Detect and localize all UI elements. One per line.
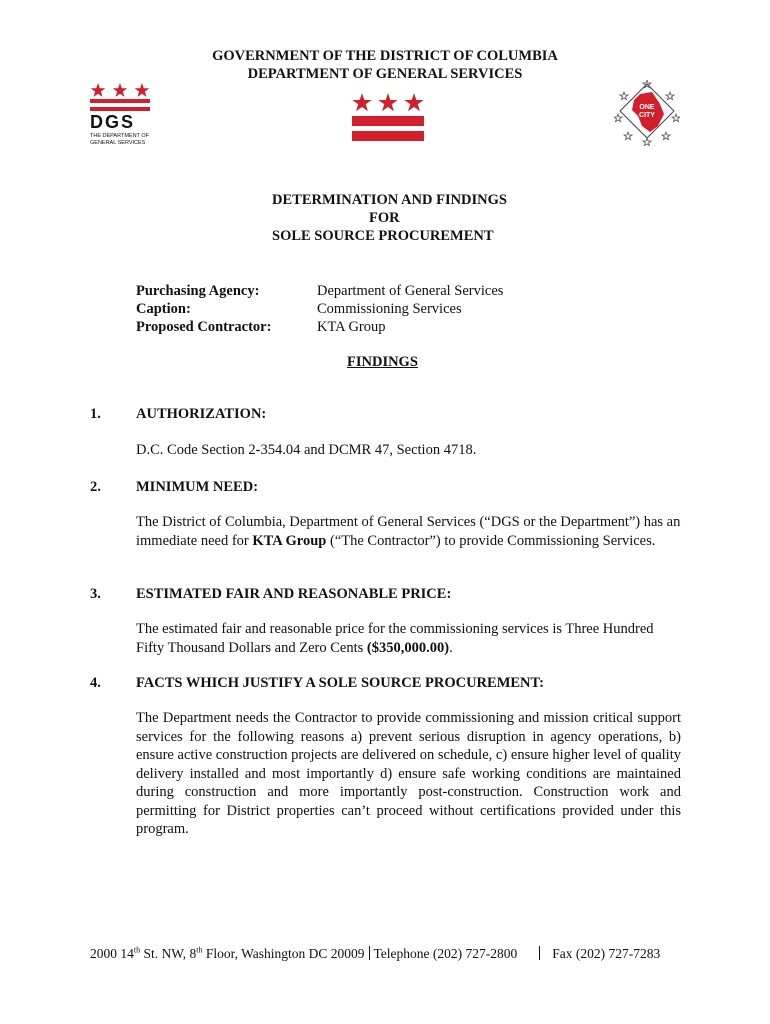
dgs-logo-text: DGS (90, 112, 136, 132)
section-3-text-a: The estimated fair and reasonable price for the commissioning services is Three Hundred Fifty Thousand Dollars and Zero Cents (136, 621, 654, 656)
footer-address-a: 2000 14 (90, 946, 134, 961)
footer-address-c: Floor, Washington DC 20009 (202, 946, 365, 961)
footer-fax: Fax (202) 727-7283 (552, 946, 661, 961)
title-line-2: FOR (369, 210, 400, 226)
findings-heading: FINDINGS (347, 354, 418, 370)
department-heading: DEPARTMENT OF GENERAL SERVICES (247, 66, 523, 82)
one-city-text-2: CITY (639, 112, 655, 119)
title-line-3: SOLE SOURCE PROCUREMENT (272, 228, 494, 244)
section-2-text (136, 513, 681, 550)
title-line-1: DETERMINATION AND FINDINGS (272, 192, 507, 208)
dgs-logo-graphic (90, 82, 152, 146)
section-3-number: 3. (90, 586, 101, 602)
agency-label: Purchasing Agency: (136, 283, 260, 299)
contractor-value: KTA Group (317, 319, 386, 335)
section-4-text: The Department needs the Contractor to provide commissioning and mission critical support services for the following reasons a) prevent serious disruption in agency operations, b) ensure active construction projects are delivered on schedule, c) ensure higher level of quality delivery installed and most importantly d) ensure safe working conditions are maintained during construction and more importantly post-construction. Construction work and permitting for District properties can’t proceed without certifications provided under this program. (136, 710, 681, 837)
one-city-graphic (614, 80, 680, 146)
one-city-text-1: ONE (639, 104, 655, 111)
dgs-logo-subtext-1: THE DEPARTMENT OF (90, 133, 149, 139)
footer-address-b: St. NW, 8 (140, 946, 197, 961)
section-1-number: 1. (90, 406, 101, 422)
section-4-heading: FACTS WHICH JUSTIFY A SOLE SOURCE PROCUREMENT: (136, 675, 544, 691)
dc-flag-graphic (352, 93, 424, 143)
footer-divider-2 (539, 946, 540, 960)
contractor-label: Proposed Contractor: (136, 319, 272, 335)
dgs-logo (90, 82, 152, 146)
section-1-text: D.C. Code Section 2-354.04 and DCMR 47, Section 4718. (136, 442, 477, 458)
section-4-number: 4. (90, 675, 101, 691)
footer-divider-1 (369, 946, 370, 960)
section-3-text (136, 620, 681, 657)
one-city-logo (614, 80, 680, 146)
footer-sup-1: th (133, 945, 141, 955)
section-2-number: 2. (90, 479, 101, 495)
price-amount-bold: ($350,000.00) (366, 639, 450, 656)
footer-sup-2: th (196, 945, 203, 955)
agency-value: Department of General Services (317, 283, 504, 299)
caption-value: Commissioning Services (317, 301, 462, 317)
section-2-text-b: (“The Contractor”) to provide Commissioning Services. (326, 532, 656, 549)
government-heading: GOVERNMENT OF THE DISTRICT OF COLUMBIA (212, 48, 558, 64)
dgs-logo-subtext-2: GENERAL SERVICES (90, 140, 146, 146)
contractor-name-bold: KTA Group (252, 532, 327, 549)
footer-address (90, 946, 660, 962)
section-2-text-a: The District of Columbia, Department of General Services (“DGS or the Department”) has an immediate need for (136, 514, 681, 549)
footer-telephone: Telephone (202) 727-2800 (373, 946, 518, 961)
section-3-heading: ESTIMATED FAIR AND REASONABLE PRICE: (136, 586, 452, 602)
dc-flag-logo (352, 93, 424, 143)
section-2-heading: MINIMUM NEED: (136, 479, 259, 495)
section-1-heading: AUTHORIZATION: (136, 406, 267, 422)
section-3-text-b: . (449, 639, 453, 656)
caption-label: Caption: (136, 301, 191, 317)
